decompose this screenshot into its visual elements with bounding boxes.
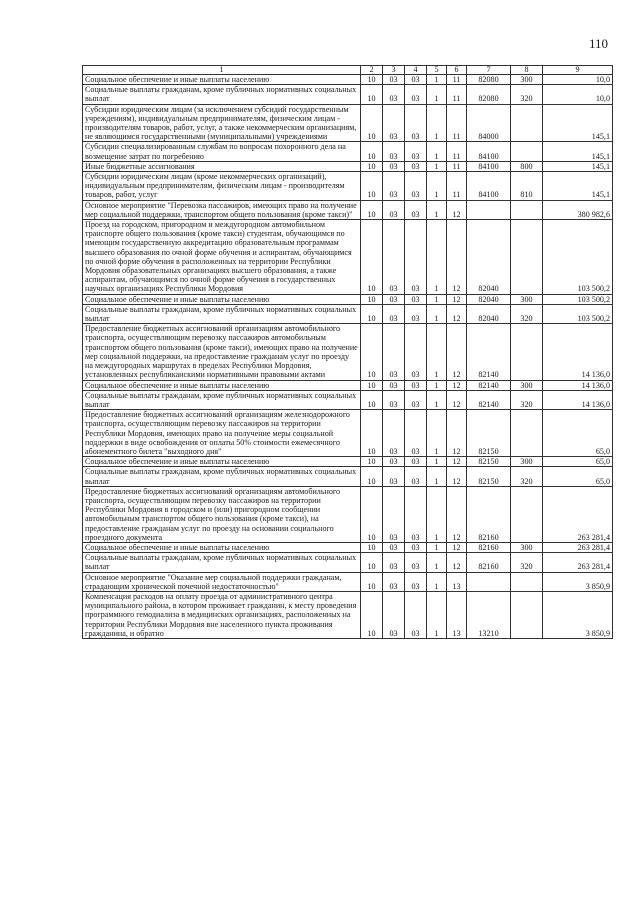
table-row	[83, 200, 613, 219]
amount-cell: 14 136,0	[543, 324, 613, 380]
amount-cell: 103 500,2	[543, 304, 613, 323]
table-row	[83, 390, 613, 409]
direction-code-cell: 82140	[467, 390, 511, 409]
section-code-cell: 10	[361, 75, 383, 85]
expense-type-cell: 300	[511, 75, 543, 85]
subprogram-code-cell: 1	[427, 486, 447, 542]
amount-cell: 10,0	[543, 75, 613, 85]
event-code-cell: 11	[447, 85, 467, 104]
expense-type-cell: 320	[511, 467, 543, 486]
row-name-cell: Субсидии специализированным службам по вопросам похоронного дела на возмещение затрат по погребению	[83, 142, 361, 161]
subprogram-code-cell: 1	[427, 85, 447, 104]
event-code-cell: 12	[447, 304, 467, 323]
event-code-cell: 12	[447, 324, 467, 380]
event-code-cell: 12	[447, 410, 467, 457]
subsection-code-cell: 03	[383, 104, 405, 142]
direction-code-cell: 82040	[467, 294, 511, 304]
table-row	[83, 85, 613, 104]
subsection-code-cell: 03	[383, 467, 405, 486]
table-header-row	[83, 66, 613, 75]
section-code-cell: 10	[361, 553, 383, 572]
expense-type-cell	[511, 104, 543, 142]
event-code-cell: 11	[447, 75, 467, 85]
expense-type-cell: 320	[511, 304, 543, 323]
direction-code-cell: 82140	[467, 324, 511, 380]
table-row	[83, 304, 613, 323]
section-code-cell: 10	[361, 294, 383, 304]
subsection-code-cell: 03	[383, 390, 405, 409]
row-name-cell: Предоставление бюджетных ассигнований организациям автомобильного транспорта, осуществляющим перевозку пассажиров автомобильным транспортом общего пользования (кроме такси), имеющих право на получение мер социальной поддержки, на предоставление гражданам услуг по проезду на междугородных маршрутах в пределах Республики Мордовия, установленных республиканскими нормативными правовыми актами	[83, 324, 361, 380]
amount-cell: 145,1	[543, 172, 613, 201]
expense-type-cell: 300	[511, 294, 543, 304]
row-name-cell: Компенсация расходов на оплату проезда от административного центра муниципального района, в котором проживает гражданин, к месту проведения программного гемодиализа в медицинских организациях, расположенных на территории Республики Мордовия вне населенного пункта проживания гражданина, и обратно	[83, 591, 361, 638]
expense-type-cell	[511, 410, 543, 457]
column-header: 7	[467, 66, 511, 75]
event-code-cell: 12	[447, 486, 467, 542]
direction-code-cell: 82040	[467, 304, 511, 323]
row-name-cell: Социальное обеспечение и иные выплаты населению	[83, 294, 361, 304]
program-code-cell: 03	[405, 553, 427, 572]
amount-cell: 65,0	[543, 410, 613, 457]
direction-code-cell: 82160	[467, 542, 511, 552]
expense-type-cell	[511, 200, 543, 219]
subsection-code-cell: 03	[383, 172, 405, 201]
table-row	[83, 591, 613, 638]
subprogram-code-cell: 1	[427, 410, 447, 457]
row-name-cell: Основное мероприятие "Оказание мер социальной поддержки гражданам, страдающим хронической почечной недостаточностью"	[83, 572, 361, 591]
section-code-cell: 10	[361, 410, 383, 457]
section-code-cell: 10	[361, 542, 383, 552]
program-code-cell: 03	[405, 324, 427, 380]
subsection-code-cell: 03	[383, 553, 405, 572]
column-header: 5	[427, 66, 447, 75]
subprogram-code-cell: 1	[427, 553, 447, 572]
amount-cell: 65,0	[543, 467, 613, 486]
subprogram-code-cell: 1	[427, 220, 447, 295]
table-row	[83, 294, 613, 304]
subsection-code-cell: 03	[383, 542, 405, 552]
program-code-cell: 03	[405, 486, 427, 542]
section-code-cell: 10	[361, 304, 383, 323]
event-code-cell: 12	[447, 380, 467, 390]
subprogram-code-cell: 1	[427, 75, 447, 85]
event-code-cell: 11	[447, 142, 467, 161]
event-code-cell: 12	[447, 294, 467, 304]
table-row	[83, 467, 613, 486]
subprogram-code-cell: 1	[427, 457, 447, 467]
event-code-cell: 12	[447, 457, 467, 467]
subprogram-code-cell: 1	[427, 390, 447, 409]
column-header: 9	[543, 66, 613, 75]
direction-code-cell: 82080	[467, 85, 511, 104]
subsection-code-cell: 03	[383, 572, 405, 591]
subsection-code-cell: 03	[383, 85, 405, 104]
amount-cell: 10,0	[543, 85, 613, 104]
row-name-cell: Социальные выплаты гражданам, кроме публичных нормативных социальных выплат	[83, 304, 361, 323]
row-name-cell: Проезд на городском, пригородном и междугородном автомобильном транспорте общего пользования (кроме такси) студентам, обучающимся по имеющим государственную аккредитацию образовательным программам высшего образования по очной форме обучения и аспирантам, обучающимся по очной форме обучения в расположенных на территории Республики Мордовия образовательных организациях высшего образования, а также аспирантам, обучающимся по очной форме обучения в государственных научных организациях Республики Мордовия	[83, 220, 361, 295]
program-code-cell: 03	[405, 410, 427, 457]
column-header: 3	[383, 66, 405, 75]
subsection-code-cell: 03	[383, 591, 405, 638]
program-code-cell: 03	[405, 85, 427, 104]
event-code-cell: 11	[447, 172, 467, 201]
expense-type-cell: 320	[511, 553, 543, 572]
amount-cell: 263 281,4	[543, 486, 613, 542]
subsection-code-cell: 03	[383, 200, 405, 219]
program-code-cell: 03	[405, 467, 427, 486]
program-code-cell: 03	[405, 572, 427, 591]
program-code-cell: 03	[405, 542, 427, 552]
direction-code-cell: 13210	[467, 591, 511, 638]
amount-cell: 14 136,0	[543, 390, 613, 409]
expense-type-cell	[511, 572, 543, 591]
program-code-cell: 03	[405, 220, 427, 295]
expense-type-cell: 810	[511, 172, 543, 201]
subsection-code-cell: 03	[383, 75, 405, 85]
page-number: 110	[588, 36, 608, 51]
subprogram-code-cell: 1	[427, 304, 447, 323]
subsection-code-cell: 03	[383, 410, 405, 457]
subprogram-code-cell: 1	[427, 380, 447, 390]
program-code-cell: 03	[405, 142, 427, 161]
direction-code-cell: 84100	[467, 172, 511, 201]
program-code-cell: 03	[405, 591, 427, 638]
expense-type-cell: 300	[511, 380, 543, 390]
subprogram-code-cell: 1	[427, 572, 447, 591]
program-code-cell: 03	[405, 294, 427, 304]
event-code-cell: 12	[447, 553, 467, 572]
section-code-cell: 10	[361, 85, 383, 104]
direction-code-cell	[467, 572, 511, 591]
amount-cell: 145,1	[543, 161, 613, 171]
amount-cell: 145,1	[543, 104, 613, 142]
table-row	[83, 486, 613, 542]
direction-code-cell: 84100	[467, 161, 511, 171]
row-name-cell: Социальное обеспечение и иные выплаты населению	[83, 542, 361, 552]
section-code-cell: 10	[361, 220, 383, 295]
program-code-cell: 03	[405, 161, 427, 171]
program-code-cell: 03	[405, 390, 427, 409]
expense-type-cell: 320	[511, 85, 543, 104]
row-name-cell: Социальное обеспечение и иные выплаты населению	[83, 75, 361, 85]
table-row	[83, 553, 613, 572]
subprogram-code-cell: 1	[427, 542, 447, 552]
amount-cell: 65,0	[543, 457, 613, 467]
expense-type-cell	[511, 220, 543, 295]
program-code-cell: 03	[405, 172, 427, 201]
section-code-cell: 10	[361, 457, 383, 467]
direction-code-cell: 82080	[467, 75, 511, 85]
amount-cell: 380 982,6	[543, 200, 613, 219]
direction-code-cell: 82150	[467, 467, 511, 486]
subsection-code-cell: 03	[383, 486, 405, 542]
expense-type-cell: 800	[511, 161, 543, 171]
program-code-cell: 03	[405, 104, 427, 142]
section-code-cell: 10	[361, 142, 383, 161]
amount-cell: 14 136,0	[543, 380, 613, 390]
direction-code-cell: 82140	[467, 380, 511, 390]
event-code-cell: 13	[447, 591, 467, 638]
direction-code-cell: 82160	[467, 553, 511, 572]
event-code-cell: 12	[447, 542, 467, 552]
expense-type-cell: 300	[511, 457, 543, 467]
subsection-code-cell: 03	[383, 294, 405, 304]
section-code-cell: 10	[361, 591, 383, 638]
table-row	[83, 410, 613, 457]
subprogram-code-cell: 1	[427, 467, 447, 486]
table-row	[83, 380, 613, 390]
section-code-cell: 10	[361, 390, 383, 409]
amount-cell: 145,1	[543, 142, 613, 161]
event-code-cell: 13	[447, 572, 467, 591]
subsection-code-cell: 03	[383, 324, 405, 380]
section-code-cell: 10	[361, 467, 383, 486]
amount-cell: 103 500,2	[543, 294, 613, 304]
section-code-cell: 10	[361, 380, 383, 390]
direction-code-cell	[467, 200, 511, 219]
program-code-cell: 03	[405, 380, 427, 390]
column-header: 4	[405, 66, 427, 75]
program-code-cell: 03	[405, 75, 427, 85]
section-code-cell: 10	[361, 172, 383, 201]
table-row	[83, 142, 613, 161]
expense-type-cell	[511, 142, 543, 161]
amount-cell: 3 850,9	[543, 591, 613, 638]
direction-code-cell: 84100	[467, 142, 511, 161]
section-code-cell: 10	[361, 161, 383, 171]
row-name-cell: Основное мероприятие "Перевозка пассажиров, имеющих право на получение мер социальной поддержки, транспортом общего пользования (кроме такси)"	[83, 200, 361, 219]
event-code-cell: 11	[447, 104, 467, 142]
table-row	[83, 220, 613, 295]
expense-type-cell: 320	[511, 390, 543, 409]
subprogram-code-cell: 1	[427, 324, 447, 380]
section-code-cell: 10	[361, 572, 383, 591]
row-name-cell: Иные бюджетные ассигнования	[83, 161, 361, 171]
column-header: 1	[83, 66, 361, 75]
table-row	[83, 542, 613, 552]
event-code-cell: 12	[447, 467, 467, 486]
column-header: 2	[361, 66, 383, 75]
expense-type-cell: 300	[511, 542, 543, 552]
amount-cell: 103 500,2	[543, 220, 613, 295]
event-code-cell: 11	[447, 161, 467, 171]
table-row	[83, 172, 613, 201]
table-row	[83, 104, 613, 142]
subprogram-code-cell: 1	[427, 172, 447, 201]
subprogram-code-cell: 1	[427, 200, 447, 219]
subsection-code-cell: 03	[383, 220, 405, 295]
table-row	[83, 324, 613, 380]
direction-code-cell: 82150	[467, 410, 511, 457]
row-name-cell: Предоставление бюджетных ассигнований организациям железнодорожного транспорта, осуществляющим перевозку пассажиров на территории Республики Мордовия, имеющих право на получение меры социальной поддержки в виде освобождения от оплаты 50% стоимости ежемесячного абонементного билета "выходного дня"	[83, 410, 361, 457]
subsection-code-cell: 03	[383, 457, 405, 467]
subsection-code-cell: 03	[383, 304, 405, 323]
direction-code-cell: 82160	[467, 486, 511, 542]
expense-type-cell	[511, 324, 543, 380]
amount-cell: 263 281,4	[543, 542, 613, 552]
subprogram-code-cell: 1	[427, 142, 447, 161]
subprogram-code-cell: 1	[427, 104, 447, 142]
row-name-cell: Субсидии юридическим лицам (за исключением субсидий государственным учреждениям), индивидуальным предпринимателям, физическим лицам - производителям товаров, работ, услуг, а также некоммерческим организациям, не являющимся государственными (муниципальными) учреждениями	[83, 104, 361, 142]
amount-cell: 3 850,9	[543, 572, 613, 591]
subsection-code-cell: 03	[383, 142, 405, 161]
direction-code-cell: 84000	[467, 104, 511, 142]
event-code-cell: 12	[447, 200, 467, 219]
column-header: 6	[447, 66, 467, 75]
row-name-cell: Предоставление бюджетных ассигнований организациям автомобильного транспорта, осуществляющим перевозку пассажиров на территории Республики Мордовия в городском и (или) пригородном сообщении автомобильным транспортом общего пользования (кроме такси), на предоставление гражданам услуг по проезду на основании социального проездного документа	[83, 486, 361, 542]
program-code-cell: 03	[405, 457, 427, 467]
event-code-cell: 12	[447, 220, 467, 295]
event-code-cell: 12	[447, 390, 467, 409]
section-code-cell: 10	[361, 324, 383, 380]
table-row	[83, 161, 613, 171]
subsection-code-cell: 03	[383, 380, 405, 390]
row-name-cell: Социальные выплаты гражданам, кроме публичных нормативных социальных выплат	[83, 390, 361, 409]
row-name-cell: Социальное обеспечение и иные выплаты населению	[83, 380, 361, 390]
column-header: 8	[511, 66, 543, 75]
budget-table	[82, 65, 613, 639]
subprogram-code-cell: 1	[427, 591, 447, 638]
expense-type-cell	[511, 486, 543, 542]
program-code-cell: 03	[405, 200, 427, 219]
section-code-cell: 10	[361, 200, 383, 219]
subsection-code-cell: 03	[383, 161, 405, 171]
amount-cell: 263 281,4	[543, 553, 613, 572]
row-name-cell: Социальное обеспечение и иные выплаты населению	[83, 457, 361, 467]
row-name-cell: Социальные выплаты гражданам, кроме публичных нормативных социальных выплат	[83, 85, 361, 104]
direction-code-cell: 82040	[467, 220, 511, 295]
section-code-cell: 10	[361, 104, 383, 142]
row-name-cell: Субсидии юридическим лицам (кроме некоммерческих организаций), индивидуальным предпринимателям, физическим лицам - производителям товаров, работ, услуг	[83, 172, 361, 201]
direction-code-cell: 82150	[467, 457, 511, 467]
table-row	[83, 572, 613, 591]
subprogram-code-cell: 1	[427, 294, 447, 304]
subprogram-code-cell: 1	[427, 161, 447, 171]
row-name-cell: Социальные выплаты гражданам, кроме публичных нормативных социальных выплат	[83, 553, 361, 572]
table-row	[83, 457, 613, 467]
table-row	[83, 75, 613, 85]
section-code-cell: 10	[361, 486, 383, 542]
program-code-cell: 03	[405, 304, 427, 323]
expense-type-cell	[511, 591, 543, 638]
row-name-cell: Социальные выплаты гражданам, кроме публичных нормативных социальных выплат	[83, 467, 361, 486]
